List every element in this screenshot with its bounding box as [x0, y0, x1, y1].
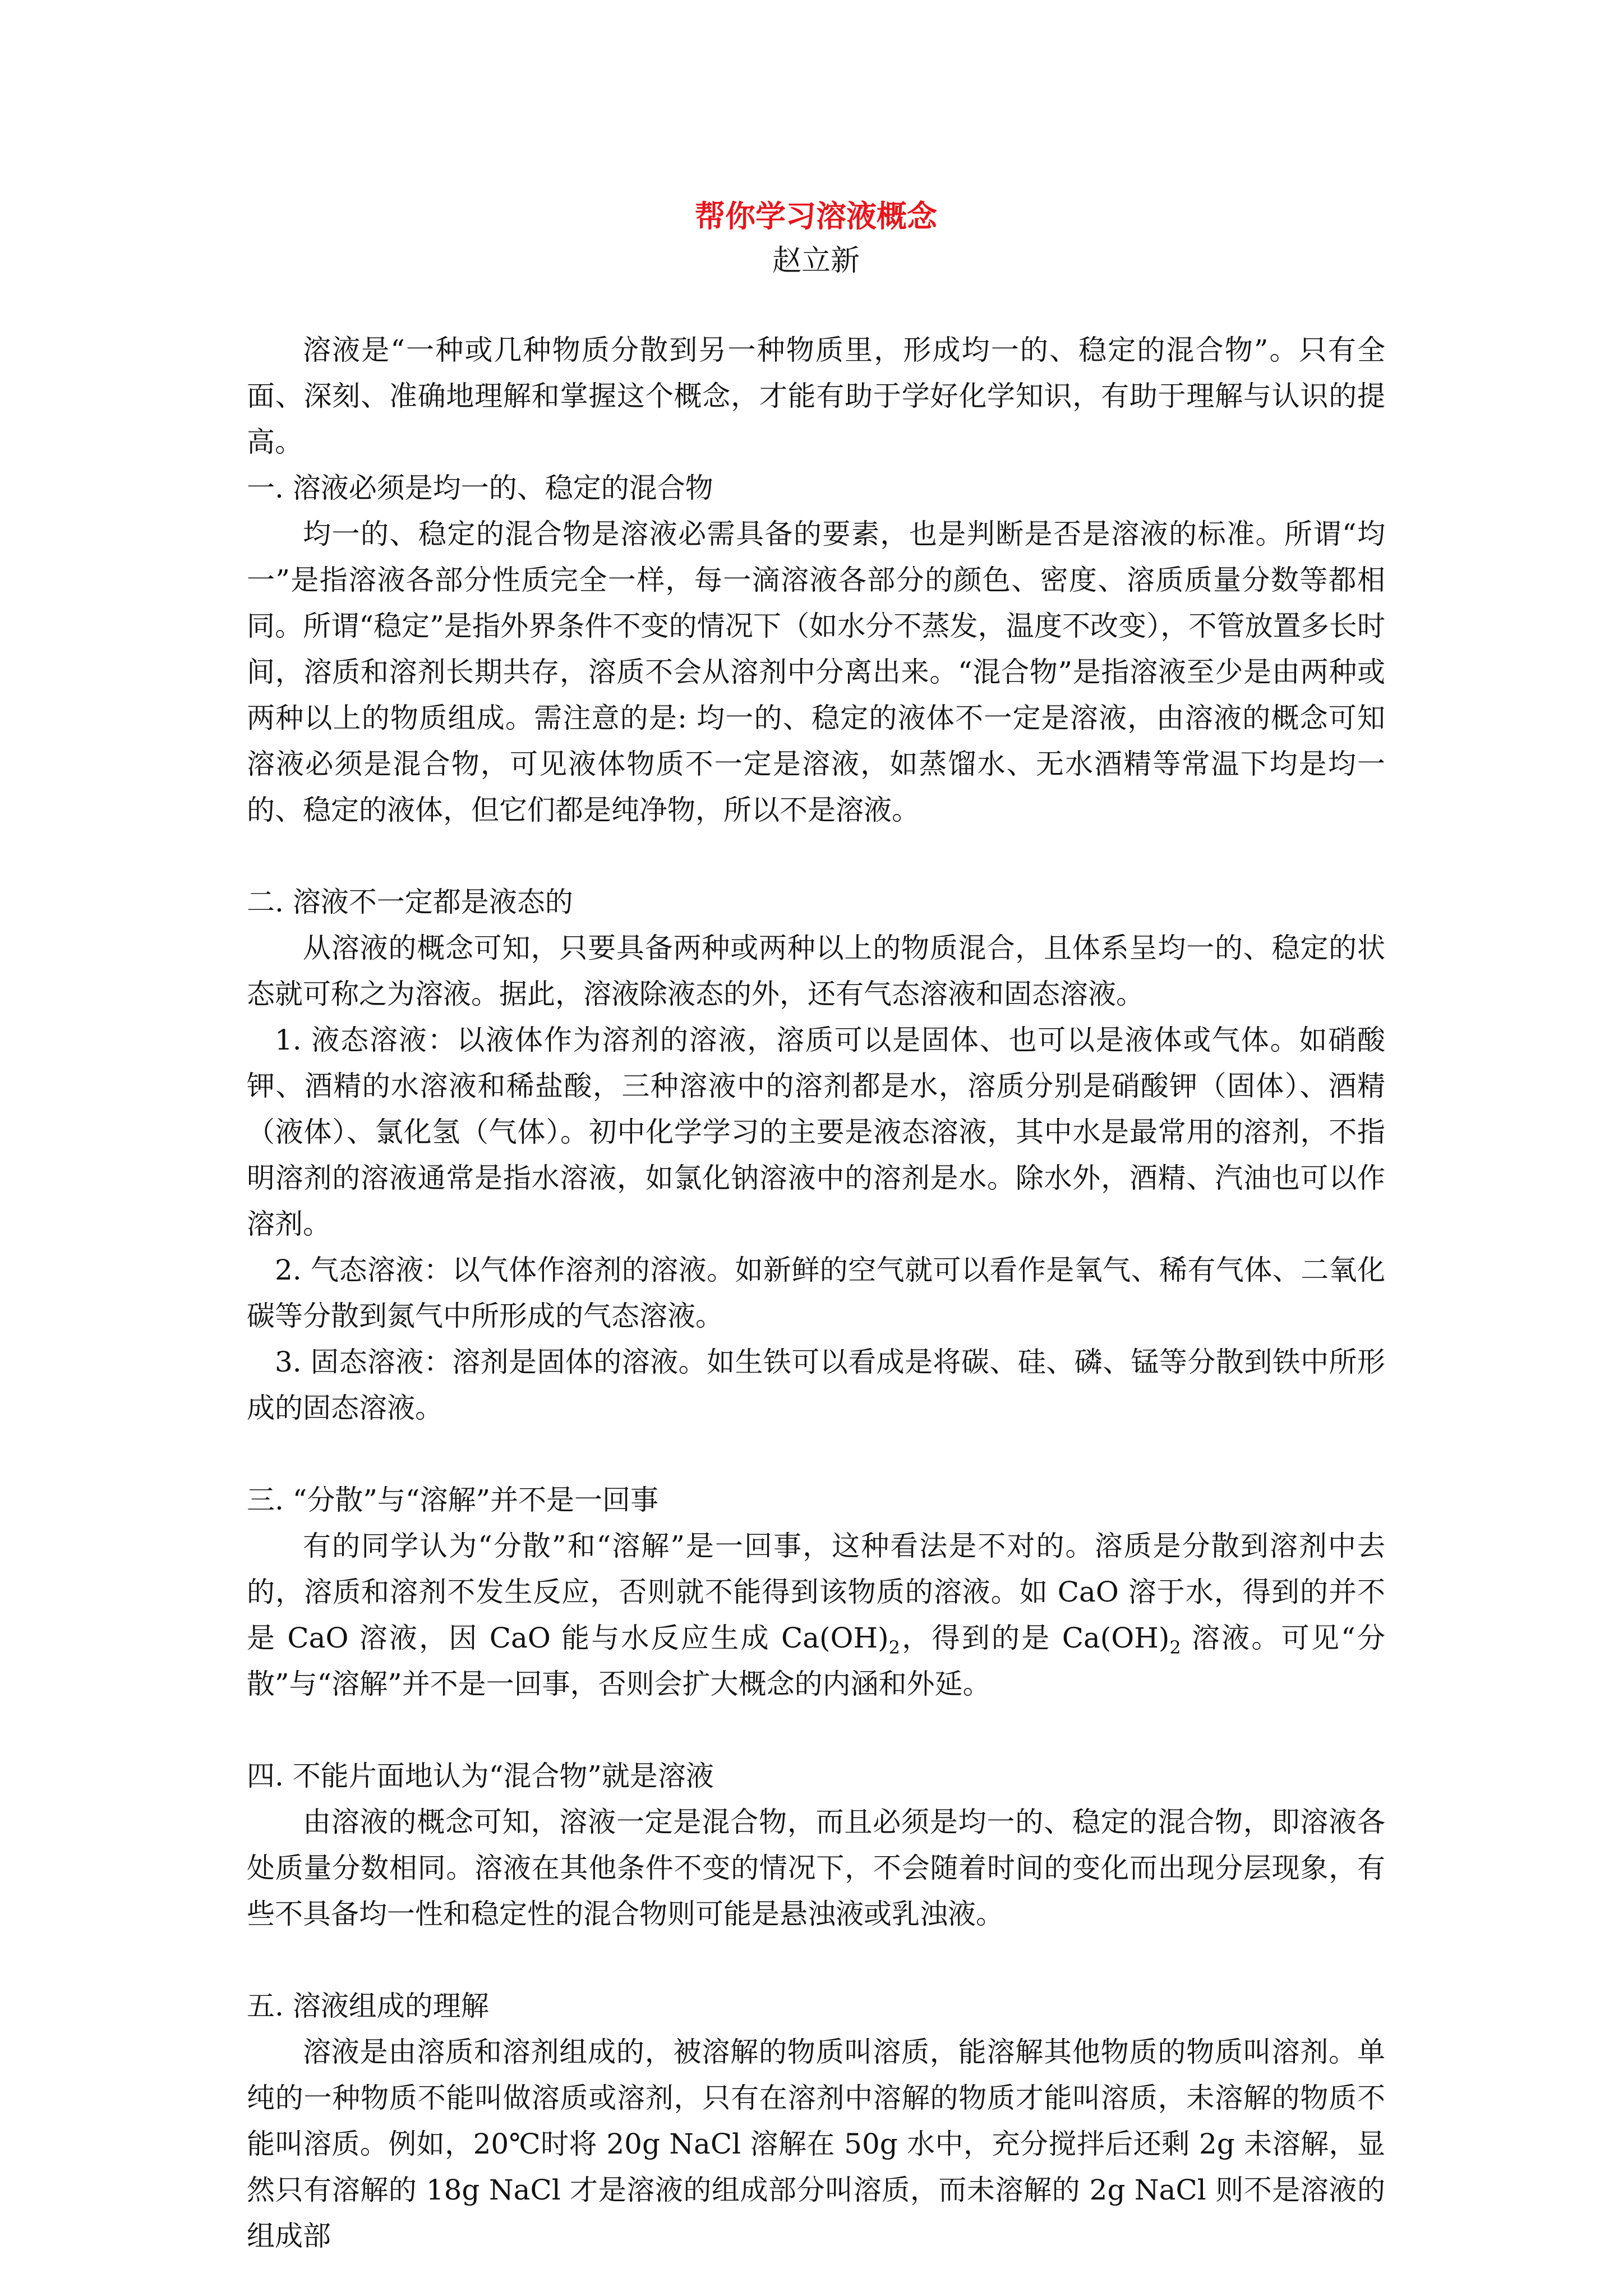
section-4-heading: 四. 不能片面地认为“混合物”就是溶液	[247, 1760, 714, 1792]
section-1-paragraph: 均一的、稳定的混合物是溶液必需具备的要素，也是判断是否是溶液的标准。所谓“均一”是指溶液各部分性质完全一样，每一滴溶液各部分的颜色、密度、溶质质量分数等都相同。所谓“稳定”是指外界条件不变的情况下（如水分不蒸发，温度不改变），不管放置多长时间，溶质和溶剂长期共存，溶质不会从溶剂中分离出来。“混合物”是指溶液至少是由两种或两种以上的物质组成。需注意的是: 均一的、稳定的液体不一定是溶液，由溶液的概念可知溶液必须是混合物，可见液体物质不一定是溶液，如蒸馏水、无水酒精等常温下均是均一的、稳定的液体，但它们都是纯净物，所以不是溶液。	[247, 518, 1385, 826]
section-3-text-part-3: 溶液。可见“分散”与“溶解”并不是一回事，否则会扩大概念的内涵和外延。	[247, 1622, 1385, 1700]
section-1-heading: 一. 溶液必须是均一的、稳定的混合物	[247, 472, 713, 504]
section-2-item-1: 1. 液态溶液：以液体作为溶剂的溶液，溶质可以是固体、也可以是液体或气体。如硝酸钾、酒精的水溶液和稀盐酸，三种溶液中的溶剂都是水，溶质分别是硝酸钾（固体）、酒精（液体）、氯化氢（气体）。初中化学学习的主要是液态溶液，其中水是最常用的溶剂，不指明溶剂的溶液通常是指水溶液，如氯化钠溶液中的溶剂是水。除水外，酒精、汽油也可以作溶剂。	[247, 1024, 1385, 1240]
section-3-heading: 三. “分散”与“溶解”并不是一回事	[247, 1484, 659, 1516]
section-2-item-3: 3. 固态溶液：溶剂是固体的溶液。如生铁可以看成是将碳、硅、磷、锰等分散到铁中所形成的固态溶液。	[247, 1346, 1385, 1424]
intro-paragraph: 溶液是“一种或几种物质分散到另一种物质里，形成均一的、稳定的混合物”。只有全面、深刻、准确地理解和掌握这个概念，才能有助于学好化学知识，有助于理解与认识的提高。	[247, 334, 1385, 458]
document-title: 帮你学习溶液概念	[695, 198, 937, 234]
section-spacer	[247, 1431, 1385, 1477]
section-4-paragraph: 由溶液的概念可知，溶液一定是混合物，而且必须是均一的、稳定的混合物，即溶液各处质量分数相同。溶液在其他条件不变的情况下，不会随着时间的变化而出现分层现象，有些不具备均一性和稳定性的混合物则可能是悬浊液或乳浊液。	[247, 1806, 1385, 1930]
section-5-paragraph: 溶液是由溶质和溶剂组成的，被溶解的物质叫溶质，能溶解其他物质的物质叫溶剂。单纯的一种物质不能叫做溶质或溶剂，只有在溶剂中溶解的物质才能叫溶质，未溶解的物质不能叫溶质。例如，20℃时将 20g NaCl 溶解在 50g 水中，充分搅拌后还剩 2g 未溶解，显然只有溶解的 18g NaCl 才是溶液的组成部分叫溶质，而未溶解的 2g NaCl 则不是溶液的组成部	[247, 2036, 1385, 2252]
section-spacer	[247, 833, 1385, 879]
section-3-text-part-2: ，得到的是 Ca(OH)	[900, 1622, 1170, 1654]
document-page	[247, 194, 1385, 2259]
section-2-item-2: 2. 气态溶液：以气体作溶剂的溶液。如新鲜的空气就可以看作是氧气、稀有气体、二氧化碳等分散到氮气中所形成的气态溶液。	[247, 1254, 1385, 1332]
section-2-paragraph: 从溶液的概念可知，只要具备两种或两种以上的物质混合，且体系呈均一的、稳定的状态就可称之为溶液。据此，溶液除液态的外，还有气态溶液和固态溶液。	[247, 932, 1385, 1010]
section-3-paragraph	[247, 1523, 1385, 1707]
section-spacer	[247, 1707, 1385, 1753]
subscript-2: 2	[1169, 1637, 1181, 1658]
subscript-2: 2	[888, 1637, 900, 1658]
author-name: 赵立新	[772, 244, 860, 278]
section-3-text-part-1: 有的同学认为“分散”和“溶解”是一回事，这种看法是不对的。溶质是分散到溶剂中去的，溶质和溶剂不发生反应，否则就不能得到该物质的溶液。如 CaO 溶于水，得到的并不是 CaO 溶液，因 CaO 能与水反应生成 Ca(OH)	[247, 1530, 1385, 1654]
section-spacer	[247, 1937, 1385, 1983]
section-2-heading: 二. 溶液不一定都是液态的	[247, 886, 573, 918]
section-5-heading: 五. 溶液组成的理解	[247, 1990, 489, 2022]
